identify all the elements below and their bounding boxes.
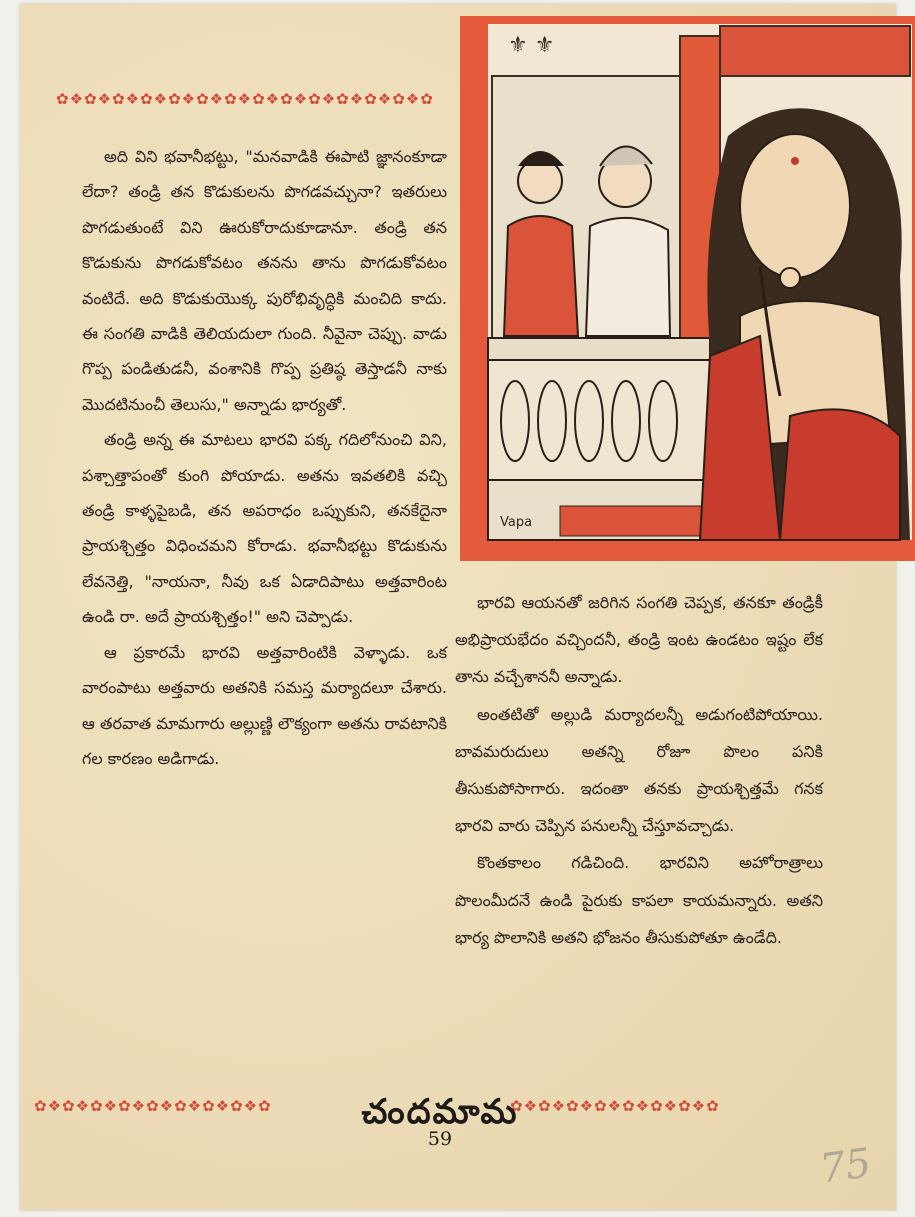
magazine-page [20, 4, 896, 1210]
paragraph: ఆ ప్రకారమే భారవి అత్తవారింటికి వెళ్ళాడు. ఒక వారంపాటు అత్తవారు అతనికి సమస్త మర్యాదలూ చేశారు. ఆ తరవాత మామగారు అల్లుణ్ణి లౌక్యంగా అతను రావటానికి గల కారణం అడిగాడు. [82, 642, 447, 768]
illustration-art [460, 16, 915, 561]
paragraph: అంతటితో అల్లుడి మర్యాదలన్నీ అడుగంటిపోయాయి. బావమరుదులు అతన్ని రోజూ పొలం పనికి తీసుకుపోసాగారు. ఇదంతా తనకు ప్రాయశ్చిత్తమే గనక భారవి వారు చెప్పిన పనులన్నీ చేస్తూవచ్చాడు. [455, 704, 823, 836]
magazine-title: చందమామ [361, 1092, 519, 1132]
paragraph: తండ్రి అన్న ఈ మాటలు భారవి పక్క గదిలోనుంచి విని, పశ్చాత్తాపంతో కుంగి పోయాడు. అతను ఇవతలికి వచ్చి తండ్రి కాళ్ళపైబడి, తన అపరాధం ఒప్పుకుని, తనకేదైనా ప్రాయశ్చిత్తం విధించమని కోరాడు. భవానీభట్టు కొడుకును లేవనెత్తి, "నాయనా, నీవు ఒక ఏడాదిపాటు అత్తవారింట ఉండి రా. అదే ప్రాయశ్చిత్తం!" అని చెప్పాడు. [82, 430, 447, 627]
story-illustration [460, 16, 915, 561]
handwritten-note: 75 [817, 1140, 874, 1193]
paragraph: కొంతకాలం గడిచింది. భారవిని అహోరాత్రాలు పొలంమీదనే ఉండి పైరుకు కాపలా కాయమన్నారు. అతని భార్య పొలానికి అతని భోజనం తీసుకుపోతూ ఉండేది. [455, 853, 823, 947]
ornamental-border-top: ✿❖✿❖✿❖✿❖✿❖✿❖✿❖✿❖✿❖✿❖✿❖✿❖✿❖✿ [56, 90, 434, 108]
text-column-right [455, 584, 823, 956]
paragraph: భారవి ఆయనతో జరిగిన సంగతి చెప్పక, తనకూ తండ్రికీ అభిప్రాయభేదం వచ్చిందనీ, తండ్రి ఇంట ఉండటం ఇష్టం లేక తాను వచ్చేశాననీ అన్నాడు. [455, 593, 823, 687]
ornamental-border-footer-right: ✿❖✿❖✿❖✿❖✿❖✿❖✿❖✿ [510, 1097, 720, 1115]
text-column-left [82, 139, 447, 776]
svg-text:⚜ ⚜: ⚜ ⚜ [508, 33, 555, 58]
ornamental-border-footer-left: ✿❖✿❖✿❖✿❖✿❖✿❖✿❖✿❖✿ [34, 1097, 272, 1115]
paragraph: అది విని భవానీభట్టు, "మనవాడికి ఈపాటి జ్ఞానంకూడా లేదా? తండ్రి తన కొడుకులను పొగడవచ్చునా? ఇతరులు పొగడుతుంటే విని ఊరుకోరాదుకూడానూ. తండ్రి తన కొడుకును పొగడుకోవటం తనను తాను పొగడుకోవటం వంటిదే. అది కొడుకుయొక్క పురోభివృద్ధికి మంచిది కాదు. ఈ సంగతి వాడికి తెలియదులా గుంది. నీవైనా చెప్పు. వాడు గొప్ప పండితుడనీ, వంశానికి గొప్ప ప్రతిష్ఠ తెస్తాడనీ నాకు మొదటినుంచీ తెలుసు," అన్నాడు భార్యతో. [82, 147, 447, 414]
page-number: 59 [427, 1128, 453, 1150]
artist-signature: Vapa [500, 515, 533, 530]
